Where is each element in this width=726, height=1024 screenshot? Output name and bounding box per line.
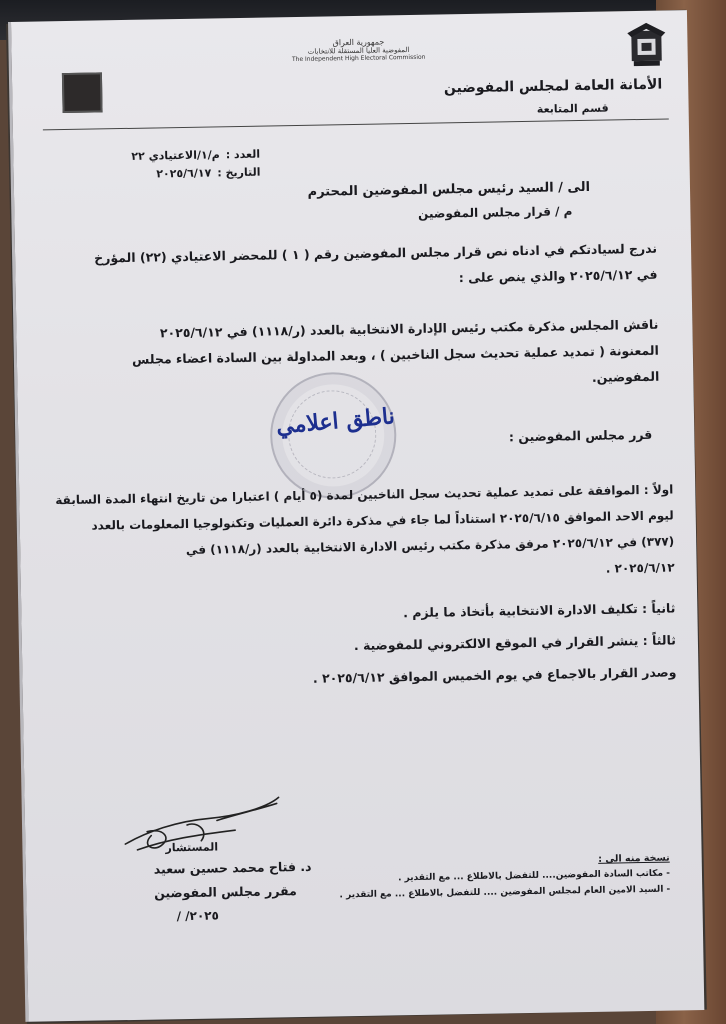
article-third: ثالثاً : ينشر القرار في الموقع الالكتروني للمفوضية . [353,632,677,654]
commission-logo [273,36,443,63]
header-divider [43,118,669,130]
article-first-line-1: اولاً : الموافقة على تمديد عملية تحديث سجل الناخبين لمدة (٥ أيام ) اعتبارا من تاريخ انتهاء المدة السابقة [55,482,674,508]
eagle-emblem-icon [623,18,670,69]
document-page [8,10,704,1022]
organization-title: الأمانة العامة لمجلس المفوضين [443,76,663,97]
signature-date: ٢٠٢٥/ / [176,908,219,924]
article-first-line-4: ٢٠٢٥/٦/١٢ . [605,560,675,576]
reference-block [125,146,260,184]
article-second: ثانياً : تكليف الادارة الانتخابية بأتخاذ ما يلزم . [403,600,676,621]
issuance-statement: وصدر القرار بالاجماع في يوم الخميس الموافق ٢٠٢٥/٦/١٢ . [312,664,677,686]
copy-recipient-2: - السيد الامين العام لمجلس المفوضين .... للتفضل بالاطلاع ... مع التقدير . [339,884,671,901]
logo-commission-ar: المفوضية العليا المستقلة للانتخابات [307,46,410,56]
article-first-line-3: (٣٧٧) في ٢٠٢٥/٦/١٢ مرفق مذكرة مكتب رئيس الادارة الانتخابية بالعدد (ر/١١١٨) في [185,534,675,557]
number-value: م/١/الاعتيادي ٢٢ [131,148,220,163]
decision-heading: قرر مجلس المفوضين : [508,426,653,445]
handwritten-note: ناطق اعلامي [275,403,396,440]
logo-country: جمهورية العراق [332,37,385,48]
subject-line: م / قرار مجلس المفوضين [417,204,573,221]
discussion-line-1: ناقش المجلس مذكرة مكتب رئيس الإدارة الانتخابية بالعدد (ر/١١١٨) في ٢٠٢٥/٦/١٢ [159,316,659,341]
reference-number [125,146,260,166]
discussion-line-2: المعنونة ( تمديد عملية تحديث سجل الناخبين ) ، وبعد المداولة بين السادة اعضاء مجلس [131,342,659,367]
article-first-line-2: ليوم الاحد الموافق ٢٠٢٥/٦/١٥ استناداً لما جاء في مذكرة دائرة العمليات وتكنولوجيا المعلومات بالعدد [91,508,674,533]
commission-seal-icon [62,72,103,113]
logo-commission-en: The Independent High Electoral Commission [291,53,426,64]
number-label: العدد : [225,147,261,162]
signatory-name: د. فتاح محمد حسين سعيد [153,858,312,877]
date-value: ٢٠٢٥/٦/١٧ [156,166,212,181]
intro-line-2: في ٢٠٢٥/٦/١٢ والذي ينص على : [458,266,658,286]
copies-heading: نسخة منه الى : [598,852,670,865]
signatory-role: مقرر مجلس المفوضين [154,883,297,901]
discussion-line-3: المفوضين. [591,368,660,385]
copy-recipient-1: - مكاتب السادة المفوضين.... للتفضل بالاطلاع ... مع التقدير . [397,868,671,884]
signatory-title: المستشار [165,840,219,855]
department-name: قسم المتابعة [536,101,609,116]
reference-date [126,164,261,184]
date-label: التاريخ : [217,165,261,180]
intro-line-1: ندرج لسيادتكم في ادناه نص قرار مجلس المفوضين رقم ( ١ ) للمحضر الاعتيادي (٢٢) المؤرخ [94,240,658,266]
recipient-line: الى / السيد رئيس مجلس المفوضين المحترم [307,179,591,200]
